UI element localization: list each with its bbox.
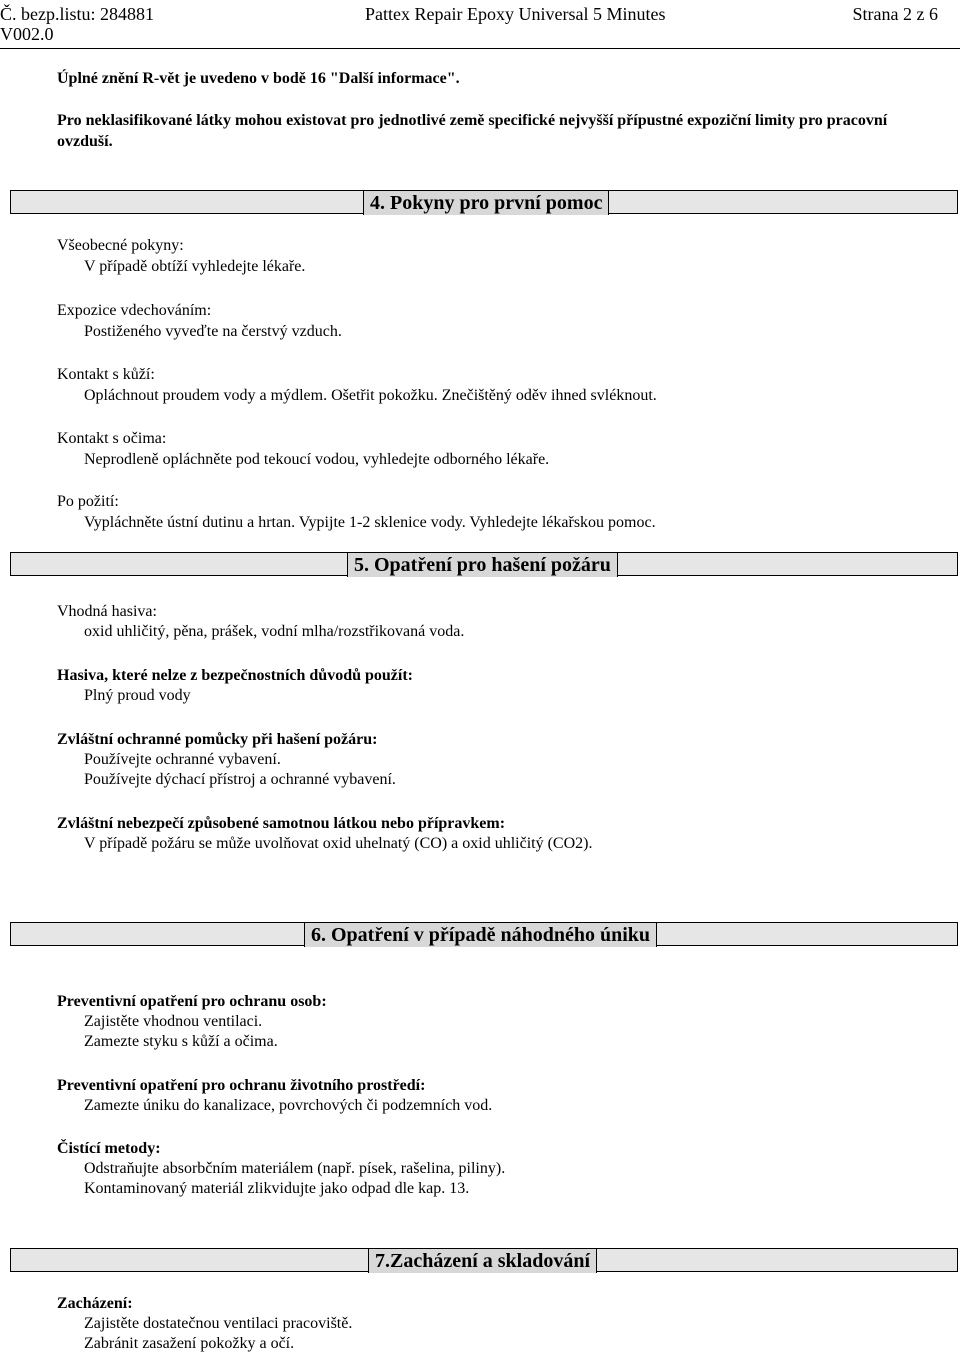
section-4-title: 4. Pokyny pro první pomoc	[363, 191, 609, 215]
unsuitable-media-text: Plný proud vody	[84, 687, 191, 704]
personal-precautions-text-1: Zajistěte vhodnou ventilaci.	[84, 1013, 263, 1030]
cleaning-methods-text-1: Odstraňujte absorbčním materiálem (např. písek, rašelina, piliny).	[84, 1160, 506, 1177]
cleaning-methods-label: Čistící metody:	[57, 1140, 161, 1157]
protective-equipment-text-2: Používejte dýchací přístroj a ochranné vybavení.	[84, 771, 396, 788]
r-phrases-note: Úplné znění R-vět je uvedeno v bodě 16 "Další informace".	[57, 70, 460, 87]
eye-contact-text: Neprodleně opláchněte pod tekoucí vodou, vyhledejte odborného lékaře.	[84, 451, 550, 468]
special-hazards-label: Zvláštní nebezpečí způsobené samotnou látkou nebo přípravkem:	[57, 815, 506, 832]
protective-equipment-label: Zvláštní ochranné pomůcky při hašení požáru:	[57, 731, 378, 748]
section-6-title: 6. Opatření v případě náhodného úniku	[304, 923, 657, 947]
header-left	[0, 4, 154, 44]
section-6-header	[10, 922, 958, 946]
unsuitable-media-label: Hasiva, které nelze z bezpečnostních důvodů použít:	[57, 667, 413, 684]
section-7-header	[10, 1248, 958, 1272]
section-7-title: 7.Zacházení a skladování	[368, 1249, 597, 1273]
sds-number: Č. bezp.listu: 284881	[0, 4, 154, 24]
exposure-limits-note-line1: Pro neklasifikované látky mohou existovat pro jednotlivé země specifické nejvyšší přípustné expoziční limity pro pracovní	[57, 112, 888, 129]
personal-precautions-label: Preventivní opatření pro ochranu osob:	[57, 993, 327, 1010]
inhalation-text: Postiženého vyveďte na čerstvý vzduch.	[84, 323, 342, 340]
environmental-precautions-text: Zamezte úniku do kanalizace, povrchových či podzemních vod.	[84, 1097, 493, 1114]
extinguishing-media-text: oxid uhličitý, pěna, prášek, vodní mlha/rozstřikovaná voda.	[84, 623, 465, 640]
ingestion-label: Po požití:	[57, 493, 119, 510]
general-advice-label: Všeobecné pokyny:	[57, 237, 184, 254]
handling-label: Zacházení:	[57, 1295, 133, 1312]
section-4-header	[10, 190, 958, 214]
personal-precautions-text-2: Zamezte styku s kůží a očima.	[84, 1033, 278, 1050]
special-hazards-text: V případě požáru se může uvolňovat oxid uhelnatý (CO) a oxid uhličitý (CO2).	[84, 835, 593, 852]
skin-contact-label: Kontakt s kůží:	[57, 366, 155, 383]
product-name: Pattex Repair Epoxy Universal 5 Minutes	[365, 4, 666, 24]
handling-text-2: Zabránit zasažení pokožky a očí.	[84, 1335, 295, 1352]
inhalation-label: Expozice vdechováním:	[57, 302, 212, 319]
page-header	[0, 4, 960, 48]
header-rule	[0, 48, 960, 49]
cleaning-methods-text-2: Kontaminovaný materiál zlikvidujte jako odpad dle kap. 13.	[84, 1180, 470, 1197]
environmental-precautions-label: Preventivní opatření pro ochranu životního prostředí:	[57, 1077, 426, 1094]
version: V002.0	[0, 24, 54, 44]
ingestion-text: Vypláchněte ústní dutinu a hrtan. Vypijte 1-2 sklenice vody. Vyhledejte lékařskou pomoc.	[84, 514, 656, 531]
skin-contact-text: Opláchnout proudem vody a mýdlem. Ošetřit pokožku. Znečištěný oděv ihned svléknout.	[84, 387, 657, 404]
protective-equipment-text-1: Používejte ochranné vybavení.	[84, 751, 281, 768]
general-advice-text: V případě obtíží vyhledejte lékaře.	[84, 258, 306, 275]
section-5-header	[10, 552, 958, 576]
section-5-title: 5. Opatření pro hašení požáru	[347, 553, 618, 577]
handling-text-1: Zajistěte dostatečnou ventilaci pracoviště.	[84, 1315, 353, 1332]
extinguishing-media-label: Vhodná hasiva:	[57, 603, 157, 620]
exposure-limits-note-line2: ovzduší.	[57, 133, 113, 150]
eye-contact-label: Kontakt s očima:	[57, 430, 167, 447]
page-number: Strana 2 z 6	[852, 4, 938, 24]
